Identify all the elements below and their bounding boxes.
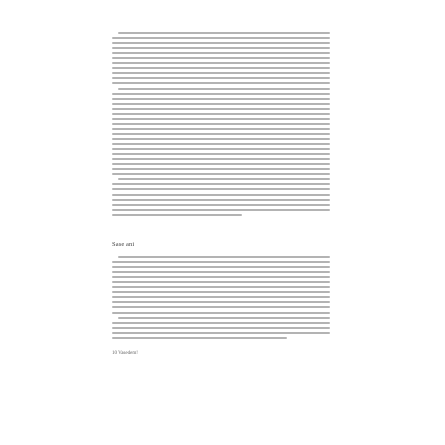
text-line [112,281,330,283]
text-line [112,173,330,175]
text-line [112,158,330,160]
text-line [118,32,330,34]
text-line [112,301,330,303]
text-line [118,256,330,258]
text-line [112,332,330,334]
text-line [112,194,330,196]
text-line [112,37,330,39]
text-line [112,183,330,185]
text-line [112,153,330,155]
text-line [112,72,330,74]
first-body-text [112,32,330,219]
text-line [112,322,330,324]
text-line [112,286,330,288]
text-line [112,113,330,115]
text-line [112,312,330,314]
text-line [112,188,330,190]
text-line [118,317,330,319]
text-line [112,291,330,293]
text-line [112,57,330,59]
text-line [112,77,330,79]
text-line [112,168,330,170]
text-line [112,47,330,49]
text-line [112,163,330,165]
text-line [112,62,330,64]
text-line [112,42,330,44]
text-line [112,143,330,145]
text-line [112,271,330,273]
text-line [112,103,330,105]
text-line [112,209,330,211]
page-footer: 10 Vasedem! [112,351,138,356]
text-line [112,118,330,120]
text-line [112,199,330,201]
section-heading: Sase ani [112,241,135,248]
second-body-text [112,256,330,342]
text-line [112,67,330,69]
text-line [112,128,330,130]
text-line [118,88,330,90]
text-line [112,52,330,54]
text-line [112,93,330,95]
text-line [112,148,330,150]
text-line [112,123,330,125]
text-line [112,133,330,135]
text-line [112,266,330,268]
text-line [112,327,330,329]
text-line [112,108,330,110]
text-line [112,138,330,140]
text-line [112,82,330,84]
text-line [112,296,330,298]
text-line [112,98,330,100]
text-line [112,306,330,308]
text-line [112,276,330,278]
text-line [112,337,287,339]
text-line [112,261,330,263]
text-line [118,178,330,180]
text-line [112,204,330,206]
text-line [112,214,242,216]
